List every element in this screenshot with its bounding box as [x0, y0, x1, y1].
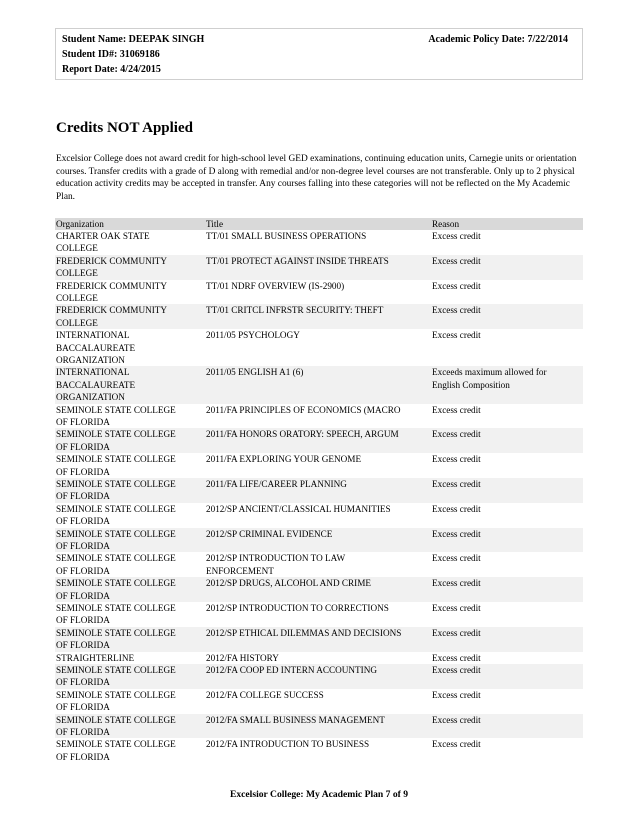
reason-cell-line: English Composition	[432, 379, 510, 390]
reason-cell-line: Excess credit	[432, 714, 481, 725]
reason-cell	[432, 366, 582, 391]
table-row	[55, 428, 583, 453]
table-row	[55, 552, 583, 577]
organization-cell-line: FREDERICK COMMUNITY	[56, 280, 168, 291]
organization-cell-line: FREDERICK COMMUNITY	[56, 255, 168, 266]
organization-cell-line: INTERNATIONAL	[56, 330, 130, 341]
organization-cell-line: SEMINOLE STATE COLLEGE	[56, 627, 176, 638]
organization-cell-line: SEMINOLE STATE COLLEGE	[56, 454, 176, 465]
title-cell	[206, 577, 431, 589]
title-cell-line: 2012/SP ETHICAL DILEMMAS AND DECISIONS	[206, 627, 402, 638]
organization-cell-line: OF FLORIDA	[56, 702, 110, 713]
title-cell-line: 2011/FA LIFE/CAREER PLANNING	[206, 478, 347, 489]
reason-cell	[432, 453, 582, 465]
organization-cell-line: OF FLORIDA	[56, 565, 110, 576]
title-cell	[206, 738, 431, 750]
title-cell-line: ENFORCEMENT	[206, 565, 274, 576]
organization-cell-line: SEMINOLE STATE COLLEGE	[56, 429, 176, 440]
table-row	[55, 627, 583, 652]
reason-cell	[432, 577, 582, 589]
organization-cell-line: SEMINOLE STATE COLLEGE	[56, 689, 176, 700]
organization-cell	[56, 503, 201, 528]
title-cell	[206, 602, 431, 614]
section-intro: Excelsior College does not award credit for high-school level GED examinations, continuing education units, Carnegie units or orientation courses. Transfer credits with a grade of D along with remedial and/or non-degree level courses are not transferable. Only up to 2 physical education activity credits may be accepted in transfer. Any courses falling into these categories will not be reflected on the My Academic Plan.	[56, 154, 577, 202]
table-row	[55, 738, 583, 763]
title-cell-line: TT/01 NDRF OVERVIEW (IS-2900)	[206, 280, 345, 291]
table-row	[55, 577, 583, 602]
reason-cell-line: Excess credit	[432, 664, 481, 675]
reason-cell-line: Excess credit	[432, 255, 481, 266]
organization-cell-line: SEMINOLE STATE COLLEGE	[56, 664, 176, 675]
organization-cell-line: OF FLORIDA	[56, 751, 110, 762]
organization-cell-line: OF FLORIDA	[56, 677, 110, 688]
reason-cell-line: Excess credit	[432, 454, 481, 465]
table-row	[55, 280, 583, 305]
organization-cell-line: SEMINOLE STATE COLLEGE	[56, 739, 176, 750]
organization-cell	[56, 230, 201, 255]
organization-cell-line: COLLEGE	[56, 268, 98, 279]
credits-table-body	[55, 230, 583, 763]
reason-cell	[432, 602, 582, 614]
organization-cell-line: OF FLORIDA	[56, 416, 110, 427]
organization-cell-line: ORGANIZATION	[56, 392, 125, 403]
title-cell-line: 2012/FA HISTORY	[206, 652, 279, 663]
title-cell-line: 2012/FA COLLEGE SUCCESS	[206, 689, 324, 700]
reason-cell-line: Excess credit	[432, 578, 481, 589]
reason-cell-line: Excess credit	[432, 528, 481, 539]
reason-cell	[432, 738, 582, 750]
table-row	[55, 230, 583, 255]
reason-cell-line: Excess credit	[432, 689, 481, 700]
organization-cell-line: OF FLORIDA	[56, 615, 110, 626]
reason-cell	[432, 428, 582, 440]
organization-cell-line: SEMINOLE STATE COLLEGE	[56, 553, 176, 564]
organization-cell-line: SEMINOLE STATE COLLEGE	[56, 602, 176, 613]
section-title: Credits NOT Applied	[56, 120, 193, 136]
title-cell	[206, 714, 431, 726]
organization-cell	[56, 664, 201, 689]
organization-cell	[56, 255, 201, 280]
reason-cell-line: Excess credit	[432, 429, 481, 440]
organization-cell	[56, 738, 201, 763]
title-cell	[206, 478, 431, 490]
title-cell-line: 2012/SP DRUGS, ALCOHOL AND CRIME	[206, 578, 371, 589]
title-cell	[206, 528, 431, 540]
title-cell-line: 2011/FA EXPLORING YOUR GENOME	[206, 454, 362, 465]
table-row	[55, 664, 583, 689]
reason-cell	[432, 664, 582, 676]
title-cell-line: TT/01 PROTECT AGAINST INSIDE THREATS	[206, 255, 389, 266]
organization-cell-line: OF FLORIDA	[56, 491, 110, 502]
title-cell-line: TT/01 SMALL BUSINESS OPERATIONS	[206, 231, 367, 241]
reason-cell	[432, 552, 582, 564]
title-cell	[206, 428, 431, 440]
organization-cell-line: SEMINOLE STATE COLLEGE	[56, 578, 176, 589]
table-row	[55, 366, 583, 403]
table-row	[55, 304, 583, 329]
organization-cell	[56, 304, 201, 329]
title-cell	[206, 366, 431, 378]
reason-cell	[432, 255, 582, 267]
title-cell	[206, 453, 431, 465]
organization-cell-line: OF FLORIDA	[56, 516, 110, 527]
organization-cell	[56, 689, 201, 714]
reason-cell-line: Exceeds maximum allowed for	[432, 367, 547, 378]
reason-cell	[432, 689, 582, 701]
title-cell-line: 2012/SP INTRODUCTION TO CORRECTIONS	[206, 602, 389, 613]
title-cell-line: 2012/FA INTRODUCTION TO BUSINESS	[206, 739, 370, 750]
reason-cell-line: Excess credit	[432, 553, 481, 564]
organization-cell	[56, 428, 201, 453]
reason-cell	[432, 280, 582, 292]
reason-cell-line: Excess credit	[432, 503, 481, 514]
column-header-title: Title	[206, 219, 224, 229]
organization-cell-line: ORGANIZATION	[56, 355, 125, 365]
table-row	[55, 602, 583, 627]
title-cell	[206, 329, 431, 341]
organization-cell-line: OF FLORIDA	[56, 441, 110, 452]
reason-cell	[432, 230, 582, 242]
organization-cell	[56, 366, 201, 403]
reason-cell-line: Excess credit	[432, 627, 481, 638]
reason-cell-line: Excess credit	[432, 305, 481, 316]
organization-cell	[56, 478, 201, 503]
reason-cell	[432, 528, 582, 540]
table-row	[55, 503, 583, 528]
organization-cell	[56, 528, 201, 553]
reason-cell	[432, 404, 582, 416]
title-cell-line: 2011/FA HONORS ORATORY: SPEECH, ARGUM	[206, 429, 399, 440]
organization-cell-line: OF FLORIDA	[56, 726, 110, 737]
title-cell-line: 2012/FA SMALL BUSINESS MANAGEMENT	[206, 714, 385, 725]
organization-cell	[56, 652, 201, 664]
organization-cell-line: COLLEGE	[56, 243, 98, 254]
table-row	[55, 404, 583, 429]
title-cell-line: 2011/05 ENGLISH A1 (6)	[206, 367, 304, 378]
reason-cell-line: Excess credit	[432, 652, 481, 663]
organization-cell	[56, 404, 201, 429]
organization-cell	[56, 453, 201, 478]
title-cell	[206, 404, 431, 416]
reason-cell	[432, 652, 582, 664]
title-cell-line: 2012/FA COOP ED INTERN ACCOUNTING	[206, 664, 377, 675]
organization-cell-line: CHARTER OAK STATE	[56, 231, 150, 241]
table-row	[55, 478, 583, 503]
column-header-organization: Organization	[56, 219, 104, 229]
title-cell	[206, 552, 431, 577]
organization-cell-line: SEMINOLE STATE COLLEGE	[56, 478, 176, 489]
organization-cell-line: OF FLORIDA	[56, 540, 110, 551]
reason-cell	[432, 304, 582, 316]
title-cell	[206, 304, 431, 316]
table-row	[55, 714, 583, 739]
organization-cell-line: COLLEGE	[56, 293, 98, 303]
organization-cell	[56, 280, 201, 305]
organization-cell-line: FREDERICK COMMUNITY	[56, 305, 168, 316]
organization-cell	[56, 552, 201, 577]
organization-cell-line: OF FLORIDA	[56, 590, 110, 601]
title-cell	[206, 689, 431, 701]
student-id: Student ID#: 31069186	[62, 49, 160, 60]
table-row	[55, 255, 583, 280]
title-cell-line: TT/01 CRITCL INFRSTR SECURITY: THEFT	[206, 305, 384, 316]
student-name: Student Name: DEEPAK SINGH	[62, 34, 205, 45]
organization-cell-line: SEMINOLE STATE COLLEGE	[56, 528, 176, 539]
title-cell	[206, 652, 431, 664]
organization-cell-line: INTERNATIONAL	[56, 367, 130, 378]
reason-cell	[432, 329, 582, 341]
title-cell	[206, 503, 431, 515]
title-cell	[206, 280, 431, 292]
title-cell-line: 2012/SP ANCIENT/CLASSICAL HUMANITIES	[206, 503, 391, 514]
student-info-box	[55, 28, 583, 80]
table-row	[55, 652, 583, 664]
table-row	[55, 689, 583, 714]
organization-cell-line: COLLEGE	[56, 317, 98, 328]
organization-cell-line: SEMINOLE STATE COLLEGE	[56, 404, 176, 415]
organization-cell-line: BACCALAUREATE	[56, 379, 136, 390]
table-row	[55, 329, 583, 366]
reason-cell-line: Excess credit	[432, 280, 481, 291]
organization-cell	[56, 329, 201, 366]
title-cell	[206, 230, 431, 242]
title-cell	[206, 664, 431, 676]
organization-cell-line: OF FLORIDA	[56, 640, 110, 651]
title-cell	[206, 627, 431, 639]
title-cell-line: 2011/FA PRINCIPLES OF ECONOMICS (MACRO	[206, 404, 401, 415]
table-header	[55, 218, 583, 230]
page-footer: Excelsior College: My Academic Plan 7 of 9	[229, 789, 409, 800]
title-cell-line: 2012/SP CRIMINAL EVIDENCE	[206, 528, 333, 539]
table-row	[55, 528, 583, 553]
reason-cell	[432, 714, 582, 726]
reason-cell-line: Excess credit	[432, 231, 481, 241]
organization-cell	[56, 602, 201, 627]
reason-cell-line: Excess credit	[432, 404, 481, 415]
reason-cell	[432, 627, 582, 639]
organization-cell-line: SEMINOLE STATE COLLEGE	[56, 503, 176, 514]
reason-cell-line: Excess credit	[432, 330, 481, 341]
organization-cell	[56, 714, 201, 739]
organization-cell-line: OF FLORIDA	[56, 466, 110, 477]
organization-cell-line: STRAIGHTERLINE	[56, 652, 135, 663]
reason-cell-line: Excess credit	[432, 739, 481, 750]
organization-cell-line: SEMINOLE STATE COLLEGE	[56, 714, 176, 725]
academic-policy-date: Academic Policy Date: 7/22/2014	[428, 34, 568, 45]
reason-cell	[432, 478, 582, 490]
column-header-reason: Reason	[432, 219, 460, 229]
table-row	[55, 453, 583, 478]
reason-cell-line: Excess credit	[432, 602, 481, 613]
title-cell-line: 2012/SP INTRODUCTION TO LAW	[206, 553, 346, 564]
title-cell	[206, 255, 431, 267]
organization-cell	[56, 577, 201, 602]
reason-cell	[432, 503, 582, 515]
organization-cell-line: BACCALAUREATE	[56, 342, 136, 353]
report-date: Report Date: 4/24/2015	[62, 64, 161, 75]
title-cell-line: 2011/05 PSYCHOLOGY	[206, 330, 300, 341]
reason-cell-line: Excess credit	[432, 478, 481, 489]
organization-cell	[56, 627, 201, 652]
